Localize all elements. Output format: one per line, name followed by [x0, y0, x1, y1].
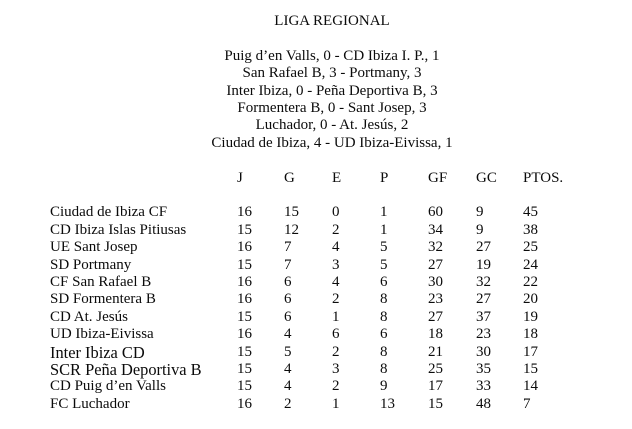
column-header-j: J	[237, 169, 243, 186]
stat-points: 19	[523, 308, 538, 325]
table-row	[50, 291, 632, 308]
stat-drawn: 1	[332, 395, 340, 412]
team-name: SCR Peña Deportiva B	[50, 360, 202, 380]
table-row	[50, 204, 632, 221]
stat-goals-for: 30	[428, 274, 443, 291]
stat-lost: 8	[380, 291, 388, 308]
stat-lost: 6	[380, 274, 388, 291]
stat-played: 15	[237, 221, 252, 238]
standings-table	[50, 170, 632, 414]
stat-played: 16	[237, 395, 252, 412]
team-name: UE Sant Josep	[50, 239, 138, 256]
stat-goals-for: 60	[428, 204, 443, 221]
match-results-list	[50, 48, 614, 152]
table-row	[50, 396, 632, 413]
stat-won: 4	[284, 326, 292, 343]
stat-goals-against: 23	[476, 326, 491, 343]
stat-points: 15	[523, 361, 538, 378]
stat-won: 4	[284, 378, 292, 395]
team-name: CF San Rafael B	[50, 274, 152, 291]
team-name: CD Puig d’en Valls	[50, 378, 166, 395]
stat-goals-for: 27	[428, 256, 443, 273]
column-header-ptos: PTOS.	[523, 169, 564, 186]
stat-played: 16	[237, 239, 252, 256]
column-header-p: P	[380, 169, 389, 186]
team-name: UD Ibiza-Eivissa	[50, 326, 154, 343]
stat-points: 24	[523, 256, 538, 273]
stat-won: 6	[284, 274, 292, 291]
stat-drawn: 6	[332, 326, 340, 343]
stat-played: 16	[237, 204, 252, 221]
stat-points: 17	[523, 343, 538, 360]
match-result: San Rafael B, 3 - Portmany, 3	[242, 65, 422, 82]
stat-played: 16	[237, 326, 252, 343]
stat-drawn: 2	[332, 291, 340, 308]
stat-drawn: 3	[332, 361, 340, 378]
stat-goals-for: 34	[428, 221, 443, 238]
stat-goals-for: 21	[428, 343, 443, 360]
stat-won: 7	[284, 256, 292, 273]
stat-drawn: 2	[332, 343, 340, 360]
column-header-g: G	[284, 169, 295, 186]
stat-goals-against: 27	[476, 239, 491, 256]
stat-points: 22	[523, 274, 538, 291]
page-title: LIGA REGIONAL	[274, 13, 390, 29]
document-header	[50, 13, 614, 152]
stat-goals-for: 32	[428, 239, 443, 256]
stat-goals-against: 9	[476, 204, 484, 221]
stat-won: 4	[284, 361, 292, 378]
stat-goals-against: 48	[476, 395, 491, 412]
table-row	[50, 344, 632, 361]
stat-won: 5	[284, 343, 292, 360]
stat-points: 25	[523, 239, 538, 256]
team-name: Inter Ibiza CD	[50, 342, 145, 362]
stat-played: 16	[237, 291, 252, 308]
stat-won: 6	[284, 308, 292, 325]
match-result: Formentera B, 0 - Sant Josep, 3	[237, 100, 427, 117]
stat-won: 2	[284, 395, 292, 412]
team-name: CD At. Jesús	[50, 308, 128, 325]
stat-goals-against: 27	[476, 291, 491, 308]
stat-played: 15	[237, 378, 252, 395]
team-name: Ciudad de Ibiza CF	[50, 204, 168, 221]
stat-goals-against: 9	[476, 221, 484, 238]
table-row	[50, 257, 632, 274]
stat-drawn: 4	[332, 274, 340, 291]
stat-lost: 1	[380, 204, 388, 221]
stat-goals-against: 33	[476, 378, 491, 395]
table-row	[50, 239, 632, 256]
stat-goals-against: 30	[476, 343, 491, 360]
table-row	[50, 326, 632, 343]
match-result: Ciudad de Ibiza, 4 - UD Ibiza-Eivissa, 1	[211, 134, 453, 151]
stat-played: 15	[237, 343, 252, 360]
stat-played: 15	[237, 256, 252, 273]
stat-drawn: 0	[332, 204, 340, 221]
match-result: Luchador, 0 - At. Jesús, 2	[255, 117, 409, 134]
stat-drawn: 3	[332, 256, 340, 273]
stat-played: 15	[237, 361, 252, 378]
stat-points: 20	[523, 291, 538, 308]
stat-played: 16	[237, 274, 252, 291]
header-spacer	[50, 170, 237, 187]
stat-goals-for: 15	[428, 395, 443, 412]
stat-drawn: 1	[332, 308, 340, 325]
stat-points: 14	[523, 378, 538, 395]
stat-won: 15	[284, 204, 299, 221]
stat-drawn: 2	[332, 221, 340, 238]
table-row	[50, 378, 632, 395]
stat-lost: 8	[380, 308, 388, 325]
stat-lost: 9	[380, 378, 388, 395]
stat-points: 7	[523, 395, 531, 412]
match-result: Puig d’en Valls, 0 - CD Ibiza I. P., 1	[224, 47, 440, 64]
stat-drawn: 4	[332, 239, 340, 256]
stat-won: 7	[284, 239, 292, 256]
stat-lost: 1	[380, 221, 388, 238]
table-row	[50, 361, 632, 378]
team-name: FC Luchador	[50, 395, 130, 412]
stat-lost: 5	[380, 256, 388, 273]
stat-goals-for: 27	[428, 308, 443, 325]
stat-points: 38	[523, 221, 538, 238]
table-row	[50, 309, 632, 326]
stat-points: 18	[523, 326, 538, 343]
stat-points: 45	[523, 204, 538, 221]
column-header-gc: GC	[476, 169, 497, 186]
table-row	[50, 274, 632, 291]
team-name: SD Portmany	[50, 256, 132, 273]
standings-header-row	[50, 170, 632, 187]
column-header-e: E	[332, 169, 342, 186]
stat-goals-for: 18	[428, 326, 443, 343]
stat-drawn: 2	[332, 378, 340, 395]
stat-goals-against: 19	[476, 256, 491, 273]
stat-lost: 5	[380, 239, 388, 256]
stat-goals-for: 25	[428, 361, 443, 378]
stat-goals-against: 37	[476, 308, 491, 325]
team-name: SD Formentera B	[50, 291, 156, 308]
stat-lost: 8	[380, 343, 388, 360]
stat-won: 6	[284, 291, 292, 308]
stat-goals-for: 17	[428, 378, 443, 395]
stat-lost: 13	[380, 395, 395, 412]
stat-goals-against: 35	[476, 361, 491, 378]
stat-played: 15	[237, 308, 252, 325]
stat-lost: 8	[380, 361, 388, 378]
stat-won: 12	[284, 221, 299, 238]
column-header-gf: GF	[428, 169, 448, 186]
team-name: CD Ibiza Islas Pitiusas	[50, 221, 187, 238]
table-row	[50, 222, 632, 239]
match-result: Inter Ibiza, 0 - Peña Deportiva B, 3	[226, 82, 438, 99]
stat-goals-against: 32	[476, 274, 491, 291]
stat-lost: 6	[380, 326, 388, 343]
stat-goals-for: 23	[428, 291, 443, 308]
